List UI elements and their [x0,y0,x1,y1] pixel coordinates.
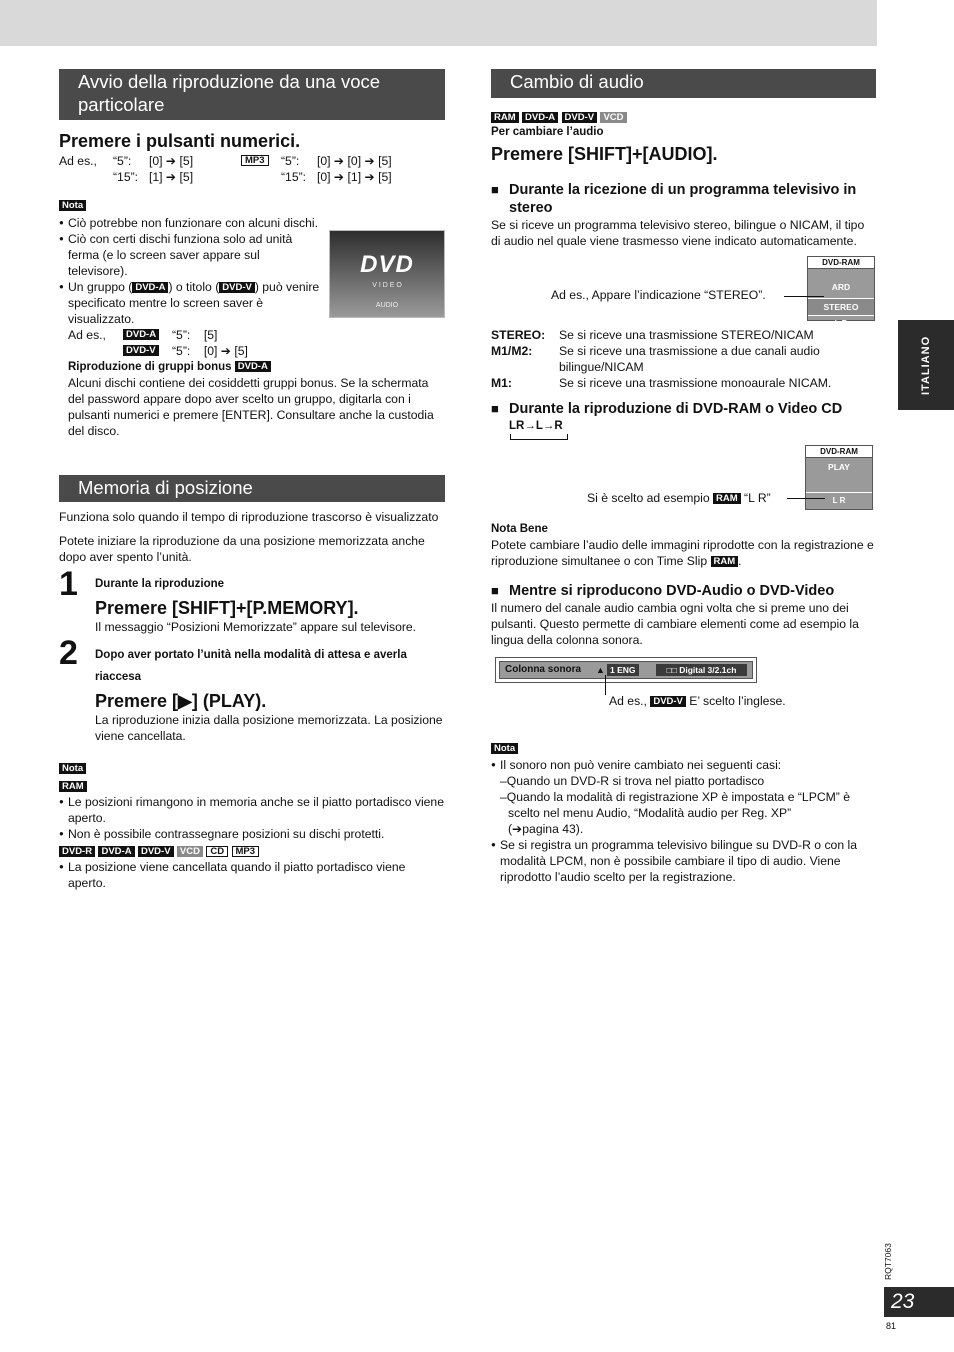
page-number: 23 [891,1290,915,1313]
disc-tag: DVD-R [59,846,95,857]
example-table [59,153,445,187]
pointer-line [605,675,606,695]
osd-lr: L R [806,492,872,509]
step-1 [59,565,445,635]
step-text: Il messaggio “Posizioni Memorizzate” appare sul televisore. [95,620,417,634]
memoria-intro: Funziona solo quando il tempo di riproduzione trascorso è visualizzato [59,510,439,524]
def-text: Se si riceve una trasmissione a due canali audio bilingue/NICAM [559,344,820,374]
disc-tag: VCD [177,846,203,857]
disc-tag: VCD [600,112,626,123]
disc-tag: DVD-A [522,112,558,123]
def-text: Se si riceve una trasmissione STEREO/NICAM [559,328,814,342]
example-value: [1] ➔ [5] [149,170,194,184]
disc-tags [491,109,876,125]
ram-tag: RAM [711,556,739,567]
soundtrack-bar-frame [495,657,757,683]
document-code-label: RQT7063 [883,1243,893,1280]
subheading-dvd-audio: ■ Mentre si riproducono DVD-Audio o DVD-Video [491,582,876,600]
ram-tag: RAM [59,781,87,792]
heading-numeric-buttons: Premere i pulsanti numerici. [59,131,301,151]
group-example-value: “5”: [0] ➔ [5] [172,344,248,358]
group-example [59,327,445,360]
sub-page-number: 81 [886,1321,897,1331]
subheading-dvd-ram: ■ Durante la riproduzione di DVD-RAM o Video CD [491,400,876,418]
step-label: Dopo aver portato l’unità nella modalità di attesa e averla riaccesa [95,649,407,683]
osd-caption: Si è scelto ad esempio RAM “L R” [587,491,771,505]
step-2 [59,634,445,744]
disc-tag: DVD-A [98,846,134,857]
note-item: ● Non è possibile contrassegnare posizioni su dischi protetti. [59,826,445,842]
disc-tags [59,843,445,859]
step-label: Durante la riproduzione [95,578,225,590]
mp3-key: “5”: [281,154,300,168]
mp3-tag: MP3 [241,155,269,166]
nota-bene-text: Potete cambiare l’audio delle immagini riprodotte con la registrazione e riproduzione simultanee o con Time Slip RAM . [491,538,874,568]
section-title-cambio-audio: Cambio di audio [491,69,876,98]
note-item-group-title: ● Un gruppo ( DVD-A ) o titolo ( DVD-V ) può venire specificato mentre lo screen saver è visualizzato. [59,279,321,327]
dvd-audio-text: Il numero del canale audio cambia ogni volta che si preme uno dei pulsanti. Questo permette di cambiare elementi come ad esempio la lingua della colonna sonora. [491,601,859,647]
note-item: ● Se si registra un programma televisivo bilingue su DVD-R o con la modalità LPCM, non è possibile cambiare il tipo di audio. Viene riprodotto l’audio scelto per la registrazione. [491,837,876,885]
dvd-a-tag: DVD-A [132,282,168,293]
osd-stereo: STEREO [808,298,874,316]
note-subitem: –Quando un DVD-R si trova nel piatto portadisco [500,774,765,788]
step-number: 1 [59,565,78,603]
disc-tag: MP3 [232,846,260,857]
example-key: “15”: [113,170,139,184]
def-term: STEREO: [491,328,546,342]
osd-title: DVD-RAM [806,446,872,458]
soundtrack-bar [499,661,753,679]
ram-tag: RAM [713,493,741,504]
dvd-v-tag: DVD-V [123,345,159,356]
nota-label: Nota [59,763,86,774]
dvd-screensaver-image [329,230,445,318]
step-heading: Premere [▶] (PLAY). [95,691,267,711]
example-value: [0] ➔ [5] [149,154,194,168]
dvd-a-tag: DVD-A [235,361,271,372]
note-item: ● Ciò potrebbe non funzionare con alcuni dischi. [59,215,445,231]
note-item: ● Le posizioni rimangono in memoria anche se il piatto portadisco viene aperto. [59,794,445,826]
disc-tag: DVD-V [562,112,598,123]
main-heading: Premere [SHIFT]+[AUDIO]. [491,144,718,164]
nota-label: Nota [491,743,518,754]
pointer-line [787,498,825,499]
osd-caption: Ad es., Appare l’indicazione “STEREO”. [551,288,766,302]
nota-label: Nota [59,200,86,211]
dvd-v-tag: DVD-V [219,282,255,293]
example-key: “5”: [113,154,132,168]
dvd-logo-video: V I D E O [372,282,402,289]
disc-tag: DVD-V [138,846,174,857]
example-prefix: Ad es., [59,154,97,168]
disc-tag: RAM [491,112,519,123]
lr-sequence [491,418,876,438]
step-number: 2 [59,634,78,672]
soundtrack-bar-example [491,657,876,713]
osd-display [807,256,875,328]
right-column [491,69,876,885]
bonus-text: Alcuni dischi contiene dei cosiddetti gruppi bonus. Se la schermata del password appare dopo aver scelto un gruppo, digitarla con i pulsanti numerici e premere [ENTER]. Consultare anche la custodia del disco. [68,376,434,438]
note-item: ● Ciò con certi dischi funziona solo ad unità ferma (e lo screen saver appare sul televisore). [59,231,321,279]
updown-icon: ▲ [596,665,605,675]
step-heading: Premere [SHIFT]+[P.MEMORY]. [95,598,359,618]
nota-bene-title: Nota Bene [491,523,548,535]
group-example-value: “5”: [5] [172,328,218,342]
per-cambiare-label: Per cambiare l’audio [491,126,604,138]
mp3-key: “15”: [281,170,307,184]
bonus-title: Riproduzione di gruppi bonus DVD-A [68,359,445,375]
section-title-avvio: Avvio della riproduzione da una voce particolare [59,69,445,120]
pointer-line [784,296,824,297]
note-subitem: (➔pagina 43). [508,822,584,836]
osd-mode: PLAY [828,462,850,472]
language-tab-label: ITALIANO [920,335,932,395]
osd-lr: L R [834,319,848,328]
audio-definitions [491,327,876,391]
lr-seq: LR→L→R [509,420,563,432]
left-column [59,69,445,891]
dvd-a-tag: DVD-A [123,329,159,340]
soundtrack-language: 1 ENG [607,664,639,676]
def-text: Se si riceve una trasmissione monoaurale NICAM. [559,376,832,390]
top-bar [0,0,877,46]
dvd-logo-audio: AUDIO [375,302,399,309]
osd-display [805,445,873,510]
group-example-prefix: Ad es., [68,328,106,342]
def-term: M1/M2: [491,344,533,358]
osd-channel: ARD [831,282,851,292]
page-number-box [884,1287,954,1317]
osd-example-2 [491,438,876,524]
dvd-v-tag: DVD-V [650,696,686,707]
document-code [881,1240,897,1280]
note-item: ● La posizione viene cancellata quando il piatto portadisco viene aperto. [59,859,445,891]
language-tab [898,320,954,410]
disc-tag: CD [206,846,228,857]
subheading-tv-stereo: ■ Durante la ricezione di un programma televisivo in stereo [491,181,876,217]
osd-title: DVD-RAM [808,257,874,269]
osd-example-1 [491,249,876,327]
soundtrack-format: □□ Digital 3/2.1ch [656,664,747,676]
memoria-intro-2: Potete iniziare la riproduzione da una posizione memorizzata anche dopo aver spento l’unità. [59,534,425,564]
soundtrack-label: Colonna sonora [505,664,582,675]
bar-caption: Ad es., DVD-V E’ scelto l’inglese. [609,694,786,708]
mp3-value: [0] ➔ [0] ➔ [5] [317,154,392,168]
step-text: La riproduzione inizia dalla posizione memorizzata. La posizione viene cancellata. [95,713,443,743]
note-item: ● Il sonoro non può venire cambiato nei seguenti casi: [491,757,876,773]
dvd-logo: DVD [360,251,414,278]
note-subitem: –Quando la modalità di registrazione XP è impostata e “LPCM” è scelto nel menu Audio, “Modalità audio per Reg. XP” [500,790,851,820]
mp3-value: [0] ➔ [1] ➔ [5] [317,170,392,184]
tv-stereo-text: Se si riceve un programma televisivo stereo, bilingue o NICAM, il tipo di audio nel quale viene trasmesso viene indicato automaticamente. [491,218,865,248]
def-term: M1: [491,376,512,390]
section-title-memoria: Memoria di posizione [59,475,445,502]
